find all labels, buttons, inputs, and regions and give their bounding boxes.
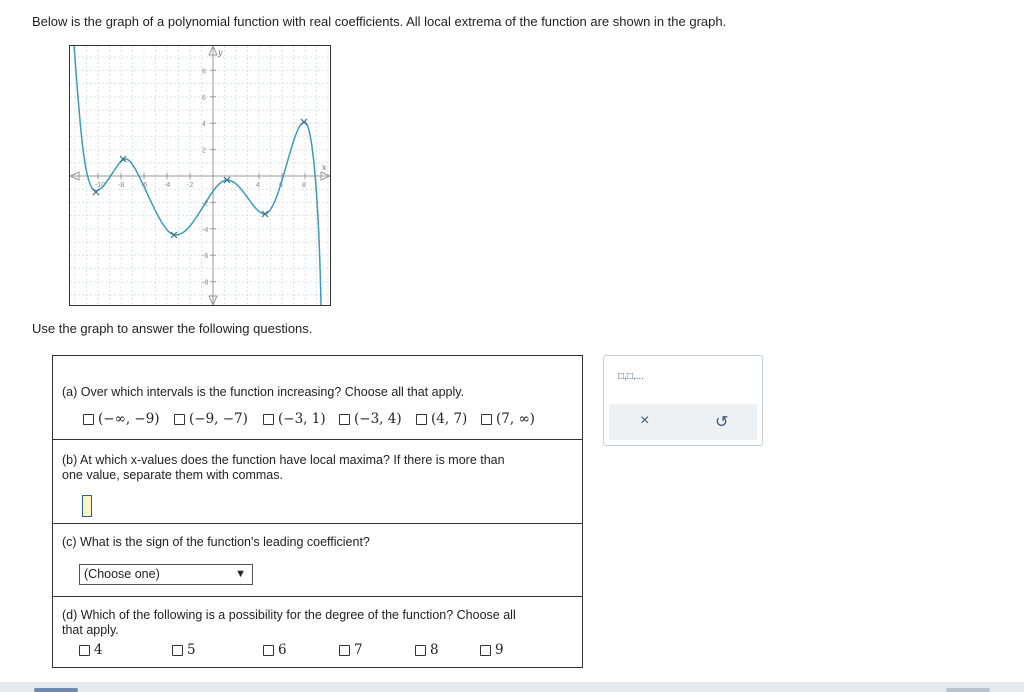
dropdown-arrow-icon: ▼ <box>235 568 246 580</box>
part-b <box>53 440 582 524</box>
x-tick-label: 6 <box>279 182 283 189</box>
x-tick-label: 4 <box>256 182 260 189</box>
part-c-question: (c) What is the sign of the function's leading coefficient? <box>62 535 370 549</box>
option-a-6[interactable]: (7, ∞) <box>481 411 535 427</box>
math-tool-panel <box>603 355 763 446</box>
x-tick-label: -2 <box>187 182 194 189</box>
footer-scroll-indicator-right <box>946 688 990 692</box>
leading-coefficient-select[interactable] <box>79 564 253 585</box>
option-a-4[interactable]: (−3, 4) <box>339 411 402 427</box>
x-tick-label: -4 <box>164 182 171 189</box>
option-d-3[interactable]: 6 <box>263 642 287 658</box>
checkbox[interactable] <box>83 414 94 425</box>
extremum-marker <box>301 119 307 125</box>
option-d-1[interactable]: 4 <box>79 642 103 658</box>
y-tick-label: -4 <box>202 226 209 234</box>
option-a-2[interactable]: (−9, −7) <box>174 411 248 427</box>
footer-scroll-indicator <box>34 688 78 692</box>
checkbox[interactable] <box>263 414 274 425</box>
y-tick-label: -2 <box>202 200 209 208</box>
checkbox[interactable] <box>481 414 492 425</box>
x-tick-label: -6 <box>141 182 148 189</box>
instructions-text: Use the graph to answer the following questions. <box>32 321 313 336</box>
part-a <box>53 356 582 440</box>
checkbox[interactable] <box>339 414 350 425</box>
part-a-question: (a) Over which intervals is the function increasing? Choose all that apply. <box>62 385 465 399</box>
option-d-6[interactable]: 9 <box>480 642 504 658</box>
question-panel <box>52 355 583 668</box>
checkbox[interactable] <box>172 645 183 656</box>
checkbox[interactable] <box>480 645 491 656</box>
x-tick-label: -8 <box>118 182 125 189</box>
y-tick-label: -8 <box>202 279 209 287</box>
y-tick-label: 8 <box>202 68 206 76</box>
part-c <box>53 524 582 597</box>
option-a-1[interactable]: (−∞, −9) <box>83 411 160 427</box>
tool-actions <box>609 404 757 440</box>
option-d-4[interactable]: 7 <box>339 642 363 658</box>
part-d <box>53 597 582 667</box>
part-b-question: (b) At which x-values does the function have local maxima? If there is more than one value, separate them with commas. <box>62 453 505 482</box>
x-axis-label: x <box>322 163 327 172</box>
footer-bar <box>0 682 1024 692</box>
option-d-2[interactable]: 5 <box>172 642 196 658</box>
part-d-question: (d) Which of the following is a possibility for the degree of the function? Choose all that apply. <box>62 608 516 637</box>
y-tick-label: 4 <box>202 121 206 129</box>
option-d-5[interactable]: 8 <box>415 642 439 658</box>
checkbox[interactable] <box>263 645 274 656</box>
list-template-icon[interactable]: □,□,... <box>618 371 644 382</box>
intro-text: Below is the graph of a polynomial function with real coefficients. All local extrema of the function are shown in the graph. <box>32 14 727 29</box>
y-axis-label: y <box>218 48 223 57</box>
checkbox[interactable] <box>415 645 426 656</box>
clear-icon[interactable]: × <box>640 412 650 429</box>
graph-canvas <box>70 46 330 305</box>
y-tick-label: 6 <box>202 94 206 102</box>
x-tick-label: 8 <box>302 182 306 189</box>
checkbox[interactable] <box>339 645 350 656</box>
local-maxima-input[interactable] <box>82 495 92 517</box>
y-tick-label: 2 <box>202 147 206 155</box>
select-value: (Choose one) <box>84 567 160 581</box>
function-graph <box>69 45 331 306</box>
checkbox[interactable] <box>416 414 427 425</box>
x-tick-label: -10 <box>95 182 106 189</box>
checkbox[interactable] <box>174 414 185 425</box>
option-a-5[interactable]: (4, 7) <box>416 411 467 427</box>
option-a-3[interactable]: (−3, 1) <box>263 411 326 427</box>
undo-icon[interactable]: ↺ <box>715 414 729 431</box>
y-tick-label: -6 <box>202 253 209 261</box>
checkbox[interactable] <box>79 645 90 656</box>
